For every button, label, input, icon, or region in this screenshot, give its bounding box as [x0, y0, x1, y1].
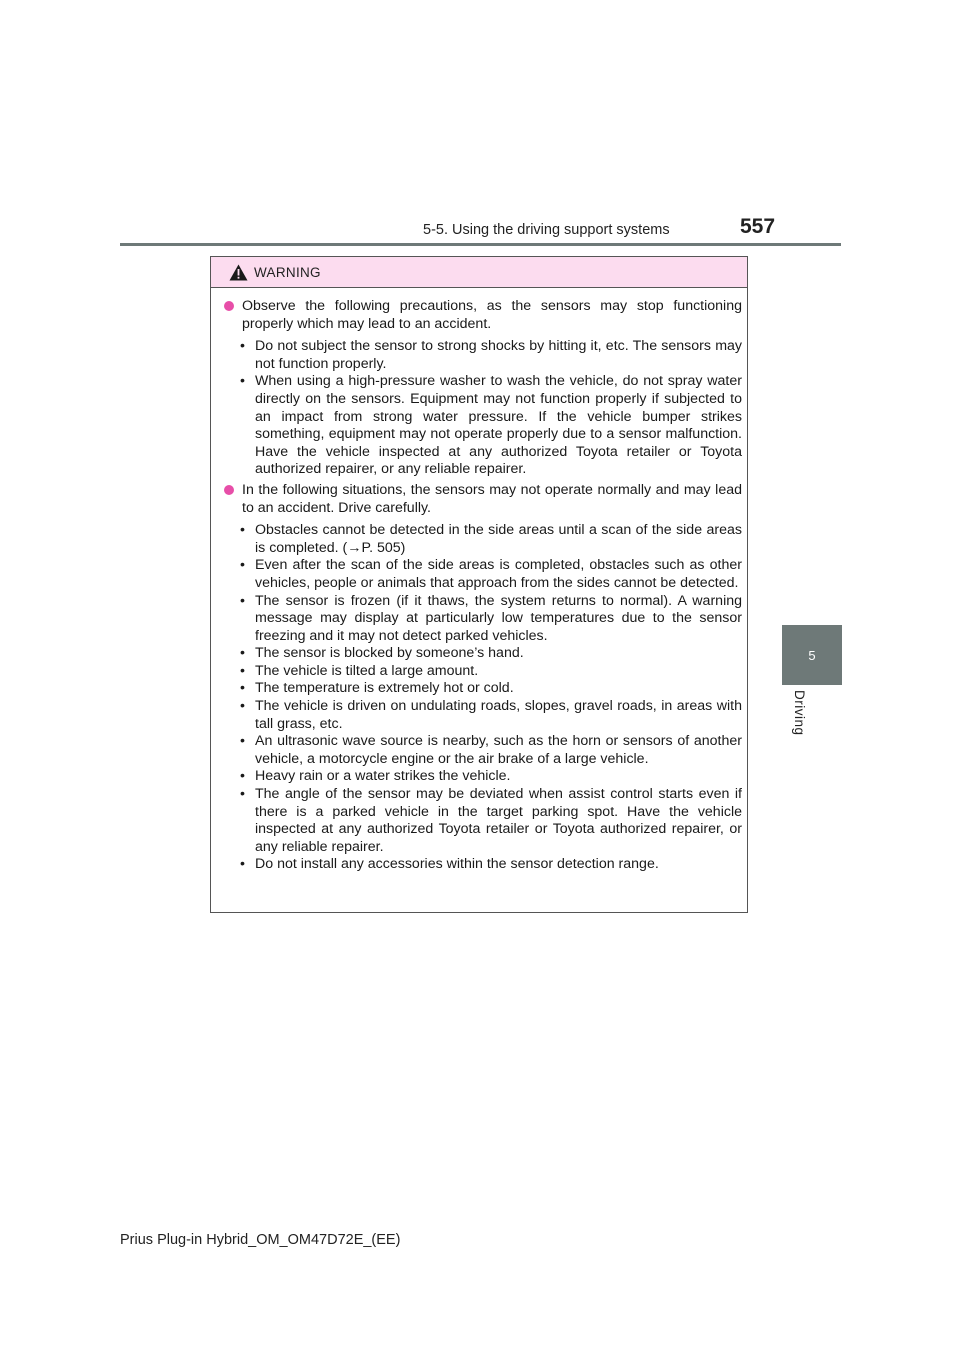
list-item: • The vehicle is driven on undulating roads, slopes, gravel roads, in areas with tall grass, etc.	[223, 698, 742, 733]
warning-bullet	[223, 298, 742, 479]
bullet-dot-icon	[224, 301, 234, 311]
list-item: • When using a high-pressure washer to wash the vehicle, do not spray water directly on the sensors. Equipment may not function properly if subjected to an impact from strong water pressure. If the vehicle bumper strikes something, equipment may not operate properly due to a sensor malfunction. Have the vehicle inspected at any authorized Toyota retailer or Toyota authorized repairer, or any reliable repairer.	[223, 373, 742, 479]
warning-triangle-icon	[229, 264, 248, 281]
list-item: • The temperature is extremely hot or cold.	[223, 680, 742, 698]
bullet-paragraph	[223, 298, 742, 333]
warning-header	[211, 257, 747, 288]
warning-box	[210, 256, 748, 913]
bullet-paragraph	[223, 482, 742, 517]
warning-body	[211, 288, 747, 874]
list-item: • Do not install any accessories within the sensor detection range.	[223, 856, 742, 874]
list-item: • The angle of the sensor may be deviated when assist control starts even if there is a parked vehicle in the target parking spot. Have the vehicle inspected at any authorized Toyota retailer or Toyota authorized repairer, or any reliable repairer.	[223, 786, 742, 856]
list-item: • Do not subject the sensor to strong shocks by hitting it, etc. The sensors may not function properly.	[223, 338, 742, 373]
page-number: 557	[740, 215, 776, 238]
sub-list	[223, 338, 742, 479]
chapter-number: 5	[808, 647, 816, 663]
list-item: • The vehicle is tilted a large amount.	[223, 663, 742, 681]
list-item: • The sensor is frozen (if it thaws, the system returns to normal). A warning message may display at particularly low temperatures due to the sensor freezing and it may not detect parked vehicles.	[223, 593, 742, 646]
bullet-text: In the following situations, the sensors may not operate normally and may lead to an accident. Drive carefully.	[242, 481, 742, 516]
chapter-tab[interactable]	[782, 625, 842, 685]
list-item: • An ultrasonic wave source is nearby, such as the horn or sensors of another vehicle, a motorcycle engine or the air brake of a large vehicle.	[223, 733, 742, 768]
list-item: • The sensor is blocked by someone’s hand.	[223, 645, 742, 663]
warning-title: WARNING	[254, 264, 321, 280]
bullet-text: Observe the following precautions, as the sensors may stop functioning properly which may lead to an accident.	[242, 298, 742, 332]
chapter-label: Driving	[792, 690, 807, 736]
warning-bullet	[223, 482, 742, 874]
list-item: • Obstacles cannot be detected in the side areas until a scan of the side areas is completed. (→P. 505)	[223, 522, 742, 557]
sub-list	[223, 522, 742, 874]
header-divider	[120, 243, 841, 246]
document-footer: Prius Plug-in Hybrid_OM_OM47D72E_(EE)	[120, 1232, 401, 1248]
list-item: • Even after the scan of the side areas is completed, obstacles such as other vehicles, people or animals that approach from the sides cannot be detected.	[223, 557, 742, 592]
bullet-dot-icon	[224, 485, 234, 495]
section-title: 5-5. Using the driving support systems	[423, 222, 670, 238]
list-item: • Heavy rain or a water strikes the vehicle.	[223, 768, 742, 786]
